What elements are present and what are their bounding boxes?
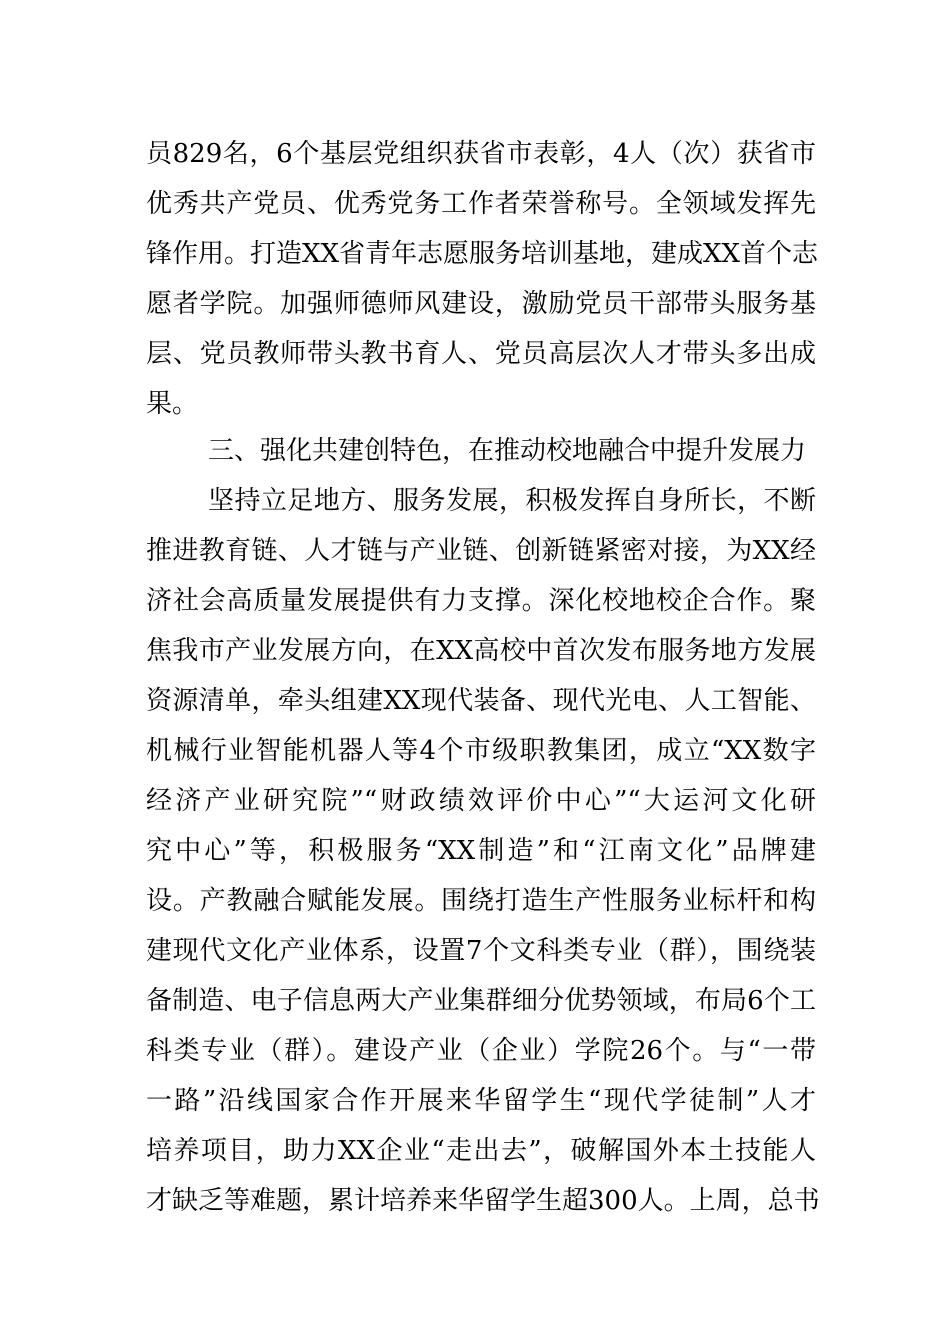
paragraph2-line: 资源清单，牵头组建XX现代装备、现代光电、人工智能、 <box>146 686 816 716</box>
paragraph2-line: 设。产教融合赋能发展。围绕打造生产性服务业标杆和构 <box>146 886 816 916</box>
paragraph2-line: 培养项目，助力XX企业“走出去”，破解国外本土技能人 <box>146 1136 816 1166</box>
paragraph1-line: 锋作用。打造XX省青年志愿服务培训基地，建成XX首个志 <box>146 239 819 269</box>
paragraph1-line: 愿者学院。加强师德师风建设，激励党员干部带头服务基 <box>146 289 816 319</box>
paragraph2-line: 推进教育链、人才链与产业链、创新链紧密对接，为XX经 <box>146 536 816 566</box>
paragraph1-line: 果。 <box>146 389 199 419</box>
paragraph2-line: 备制造、电子信息两大产业集群细分优势领域，布局6个工 <box>146 986 816 1016</box>
paragraph1-line: 员829名，6个基层党组织获省市表彰，4人（次）获省市 <box>146 139 816 169</box>
paragraph2-line: 才缺乏等难题，累计培养来华留学生超300人。上周，总书 <box>146 1186 820 1216</box>
paragraph2-line: 济社会高质量发展提供有力支撑。深化校地校企合作。聚 <box>146 586 816 616</box>
paragraph1-line: 优秀共产党员、优秀党务工作者荣誉称号。全领域发挥先 <box>146 189 816 219</box>
paragraph2-line: 一路”沿线国家合作开展来华留学生“现代学徒制”人才 <box>146 1086 816 1116</box>
paragraph2-line: 究中心”等，积极服务“XX制造”和“江南文化”品牌建 <box>146 836 816 866</box>
paragraph2-line: 焦我市产业发展方向，在XX高校中首次发布服务地方发展 <box>146 636 816 666</box>
section-heading: 三、强化共建创特色，在推动校地融合中提升发展力 <box>208 436 807 466</box>
paragraph1-line: 层、党员教师带头教书育人、党员高层次人才带头多出成 <box>146 339 816 369</box>
paragraph2-line: 科类专业（群）。建设产业（企业）学院26个。与“一带 <box>146 1036 816 1066</box>
paragraph2-line: 机械行业智能机器人等4个市级职教集团，成立“XX数字 <box>146 736 816 766</box>
paragraph2-line: 坚持立足地方、服务发展，积极发挥自身所长，不断 <box>208 486 816 516</box>
paragraph2-line: 经济产业研究院”“财政绩效评价中心”“大运河文化研 <box>146 786 816 816</box>
paragraph2-line: 建现代文化产业体系，设置7个文科类专业（群），围绕装 <box>146 936 816 966</box>
